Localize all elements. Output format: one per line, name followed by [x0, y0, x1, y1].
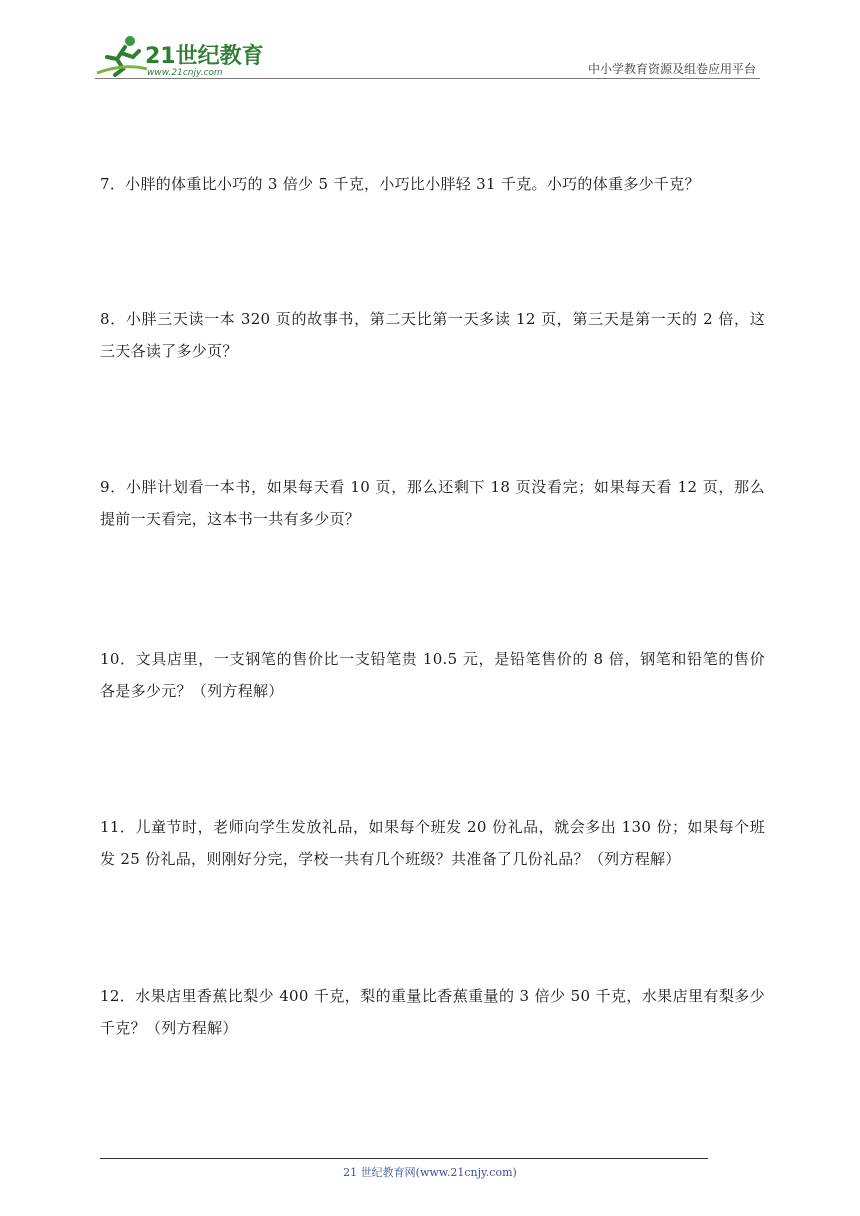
footer-link[interactable]: 21 世纪教育网(www.21cnjy.com) — [343, 1166, 517, 1179]
question-8: 8．小胖三天读一本 320 页的故事书，第二天比第一天多读 12 页，第三天是第一天的 2 倍，这三天各读了多少页？ — [100, 310, 765, 360]
question-9: 9．小胖计划看一本书，如果每天看 10 页，那么还剩下 18 页没看完；如果每天看 12 页，那么提前一天看完，这本书一共有多少页？ — [100, 478, 765, 528]
logo-text: 21世纪教育 — [145, 44, 264, 69]
question-7: 7．小胖的体重比小巧的 3 倍少 5 千克，小巧比小胖轻 31 千克。小巧的体重多少千克？ — [100, 175, 700, 193]
logo-url: www.21cnjy.com — [147, 68, 223, 78]
platform-label: 中小学教育资源及组卷应用平台 — [587, 62, 756, 76]
question-12: 12．水果店里香蕉比梨少 400 千克，梨的重量比香蕉重量的 3 倍少 50 千克，水果店里有梨多少千克？（列方程解） — [100, 987, 765, 1037]
question-10: 10．文具店里，一支钢笔的售价比一支铅笔贵 10.5 元，是铅笔售价的 8 倍，钢笔和铅笔的售价各是多少元？（列方程解） — [100, 650, 765, 700]
header-divider — [95, 78, 760, 79]
footer-divider — [100, 1158, 708, 1159]
question-11: 11．儿童节时，老师向学生发放礼品，如果每个班发 20 份礼品，就会多出 130 份；如果每个班发 25 份礼品，则刚好分完，学校一共有几个班级？共准备了几份礼品？（列方程解） — [100, 818, 765, 868]
header-logo — [95, 33, 265, 79]
runner-logo-icon — [95, 33, 265, 79]
